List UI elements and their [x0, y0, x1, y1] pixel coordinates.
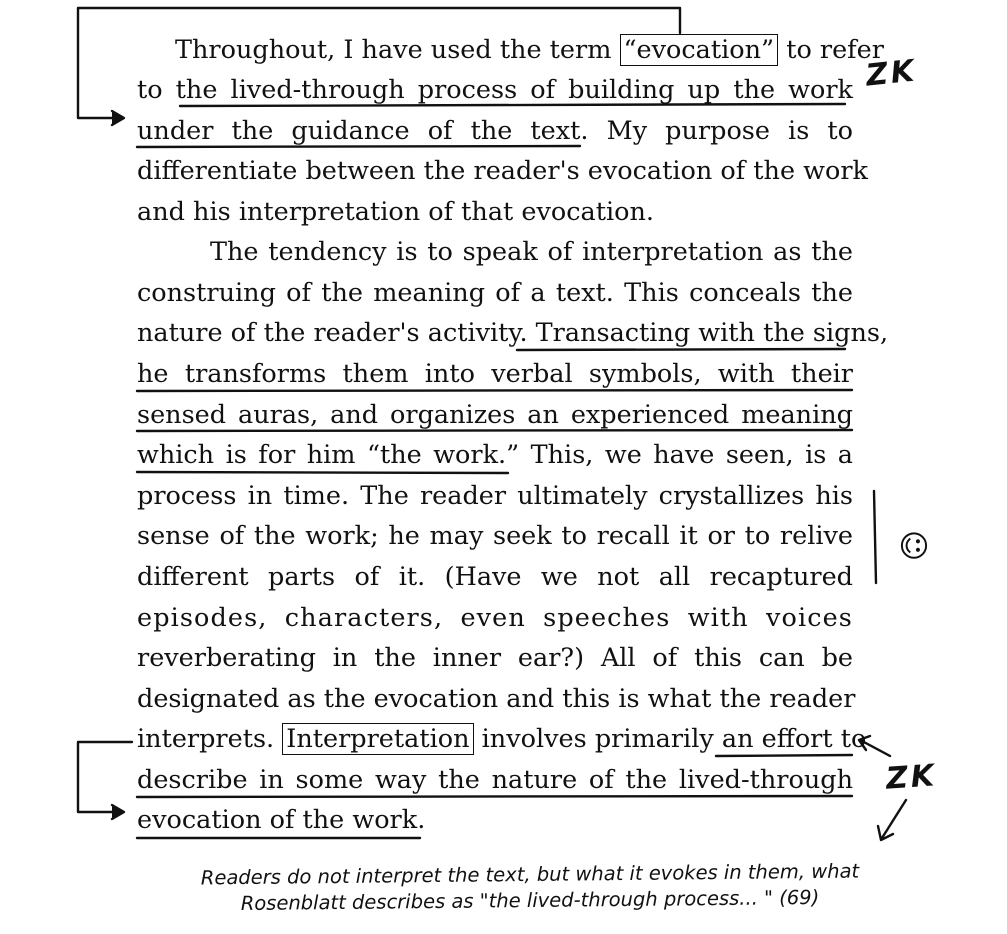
arrow-head-bottom: [112, 805, 124, 819]
margin-bar: [874, 491, 876, 583]
p2-line-3: nature of the reader's activity. Transacting with the signs,: [137, 318, 889, 348]
p2-line-1: The tendency is to speak of interpretation as the: [210, 237, 853, 267]
bracket-arrow-bottom: [78, 742, 132, 812]
p2-line-8: sense of the work; he may seek to recall it or to relive: [137, 521, 853, 551]
smiley-icon: ☺: [895, 529, 931, 562]
handwritten-note-line-2: Rosenblatt describes as "the lived-through process... " (69): [240, 885, 820, 916]
p2-line-6: which is for him “the work.” This, we have seen, is a: [137, 440, 853, 470]
p2-line-11: reverberating in the inner ear?) All of this can be: [137, 643, 853, 673]
p1-line-3: under the guidance of the text. My purpose is to: [137, 116, 853, 146]
p2-line-12: designated as the evocation and this is what the reader: [137, 684, 856, 714]
initials-top: ZK: [864, 53, 919, 94]
initials-bottom: ZK: [884, 758, 939, 797]
boxed-term-evocation: “evocation”: [620, 34, 779, 66]
boxed-term-interpretation: Interpretation: [282, 723, 473, 755]
p2-line-14: describe in some way the nature of the lived-through: [137, 765, 853, 795]
p2-line-13: interprets. Interpretation involves primarily an effort to: [137, 724, 867, 754]
p1-line-5: and his interpretation of that evocation.: [137, 197, 655, 227]
p2-line-7: process in time. The reader ultimately crystallizes his: [137, 481, 853, 511]
p2-line-10: episodes, characters, even speeches with voices: [137, 603, 853, 633]
p2-line-9: different parts of it. (Have we not all recaptured: [137, 562, 853, 592]
p2-line-2: construing of the meaning of a text. This conceals the: [137, 278, 853, 308]
p2-line-4: he transforms them into verbal symbols, with their: [137, 359, 853, 389]
p2-line-5: sensed auras, and organizes an experienced meaning: [137, 400, 853, 430]
p1-line-1: Throughout, I have used the term “evocation” to refer: [175, 35, 884, 65]
p2-line-15: evocation of the work.: [137, 805, 426, 835]
arrow-head-top: [112, 111, 124, 125]
handwritten-note-line-1: Readers do not interpret the text, but what it evokes in them, what: [200, 859, 860, 890]
arrow-to-note: [882, 800, 906, 838]
p1-line-4: differentiate between the reader's evocation of the work: [137, 156, 868, 186]
p1-line-2: to the lived-through process of building up the work: [137, 75, 853, 105]
